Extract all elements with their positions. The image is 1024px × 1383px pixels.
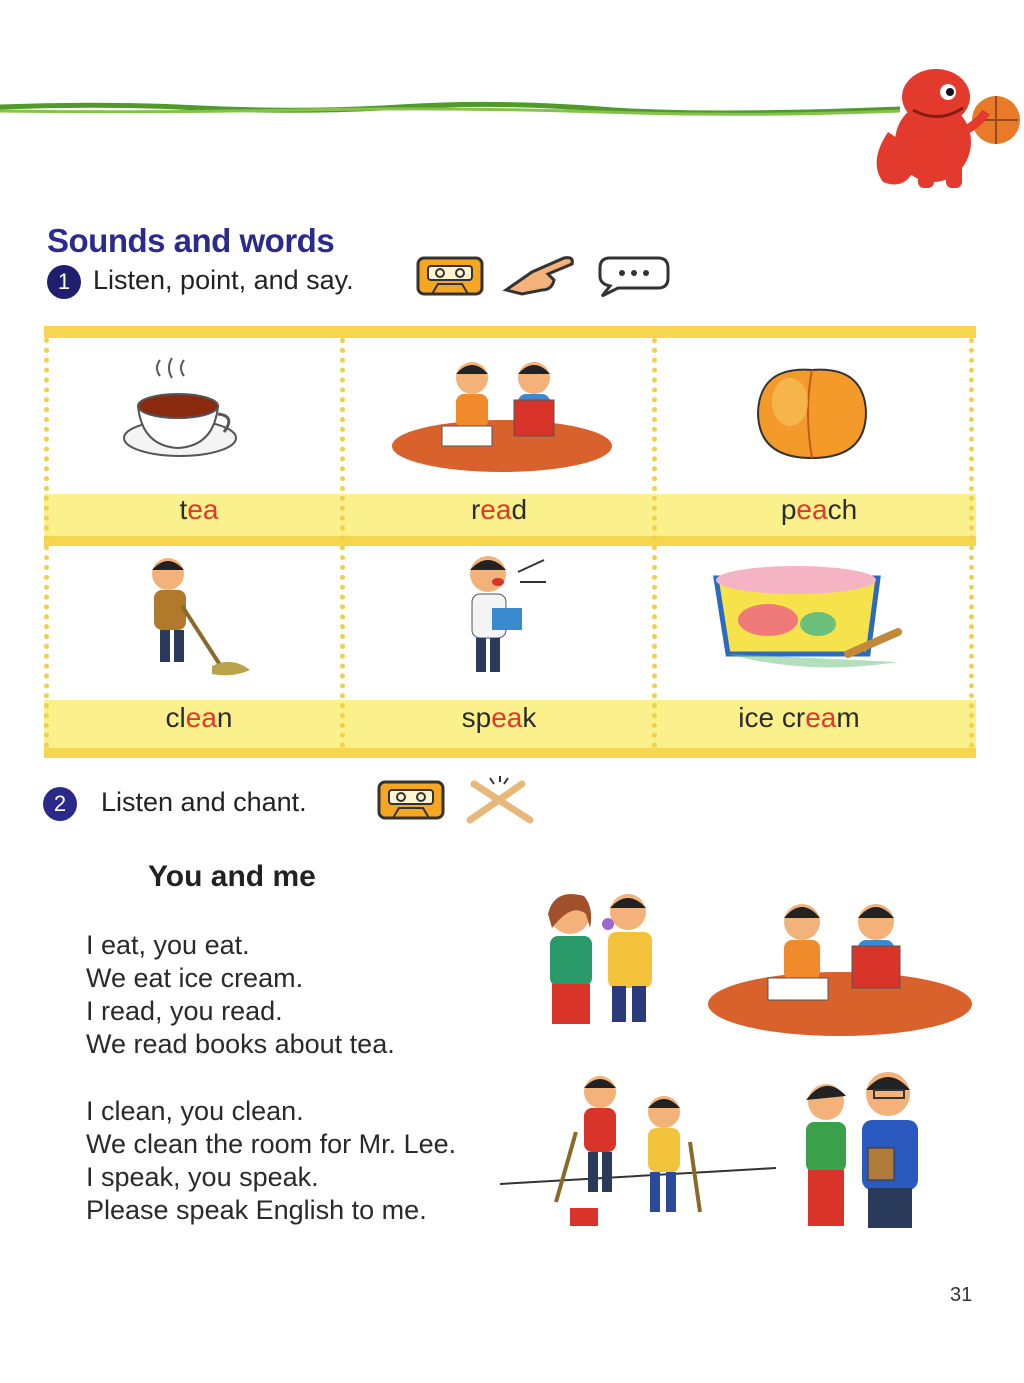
word-tea: tea bbox=[179, 494, 219, 525]
chant-line: We eat ice cream. bbox=[86, 963, 304, 993]
grid-border-top bbox=[44, 326, 976, 338]
word-speak: speak bbox=[461, 702, 537, 733]
activity-number-badge: 1 bbox=[47, 265, 81, 299]
boy-speaking-picture bbox=[448, 554, 558, 684]
section-title: Sounds and words bbox=[47, 222, 335, 259]
vine-decoration bbox=[0, 95, 900, 123]
speech-bubble-icon bbox=[596, 254, 670, 298]
word-grid bbox=[44, 326, 976, 758]
chant-line: We read books about tea. bbox=[86, 1029, 395, 1059]
peach-picture bbox=[754, 362, 870, 462]
word-peach: peach bbox=[780, 494, 858, 525]
chant-line: We clean the room for Mr. Lee. bbox=[86, 1129, 457, 1159]
activity-2-instruction bbox=[43, 787, 307, 821]
grid-divider-left bbox=[44, 338, 53, 748]
activity-1-text: Listen, point, and say. bbox=[93, 265, 354, 296]
word-read: read bbox=[470, 494, 528, 525]
boy-cleaning-picture bbox=[132, 556, 262, 682]
activity-1-instruction bbox=[47, 265, 354, 299]
drumsticks-icon bbox=[464, 774, 538, 824]
cassette-icon bbox=[416, 256, 484, 296]
grid-border-bottom bbox=[44, 748, 976, 758]
children-reading-picture bbox=[706, 900, 974, 1038]
children-eating-ice-cream-picture bbox=[528, 888, 678, 1030]
chant-line: I clean, you clean. bbox=[86, 1096, 304, 1126]
grid-divider-right bbox=[969, 338, 978, 748]
dinosaur-mascot-icon bbox=[858, 52, 1024, 194]
chant-line: I read, you read. bbox=[86, 996, 283, 1026]
page-number: 31 bbox=[950, 1284, 973, 1306]
pointing-hand-icon bbox=[502, 250, 578, 298]
chant-line: I eat, you eat. bbox=[86, 930, 250, 960]
word-clean: clean bbox=[165, 702, 233, 733]
word-ice-cream: ice cream bbox=[738, 702, 860, 733]
children-cleaning-picture bbox=[500, 1072, 776, 1232]
grid-divider-1 bbox=[340, 338, 349, 748]
girl-and-man-picture bbox=[796, 1066, 932, 1236]
activity-number-badge: 2 bbox=[43, 787, 77, 821]
cassette-icon bbox=[377, 780, 445, 820]
ice-cream-box-picture bbox=[708, 558, 908, 678]
chant-line: Please speak English to me. bbox=[86, 1195, 427, 1225]
tea-cup-picture bbox=[120, 356, 240, 466]
grid-divider-2 bbox=[652, 338, 661, 748]
children-reading-picture bbox=[390, 360, 614, 476]
chant-title: You and me bbox=[148, 860, 316, 893]
activity-2-text: Listen and chant. bbox=[101, 787, 307, 818]
grid-border-middle bbox=[44, 536, 976, 546]
chant-line: I speak, you speak. bbox=[86, 1162, 319, 1192]
